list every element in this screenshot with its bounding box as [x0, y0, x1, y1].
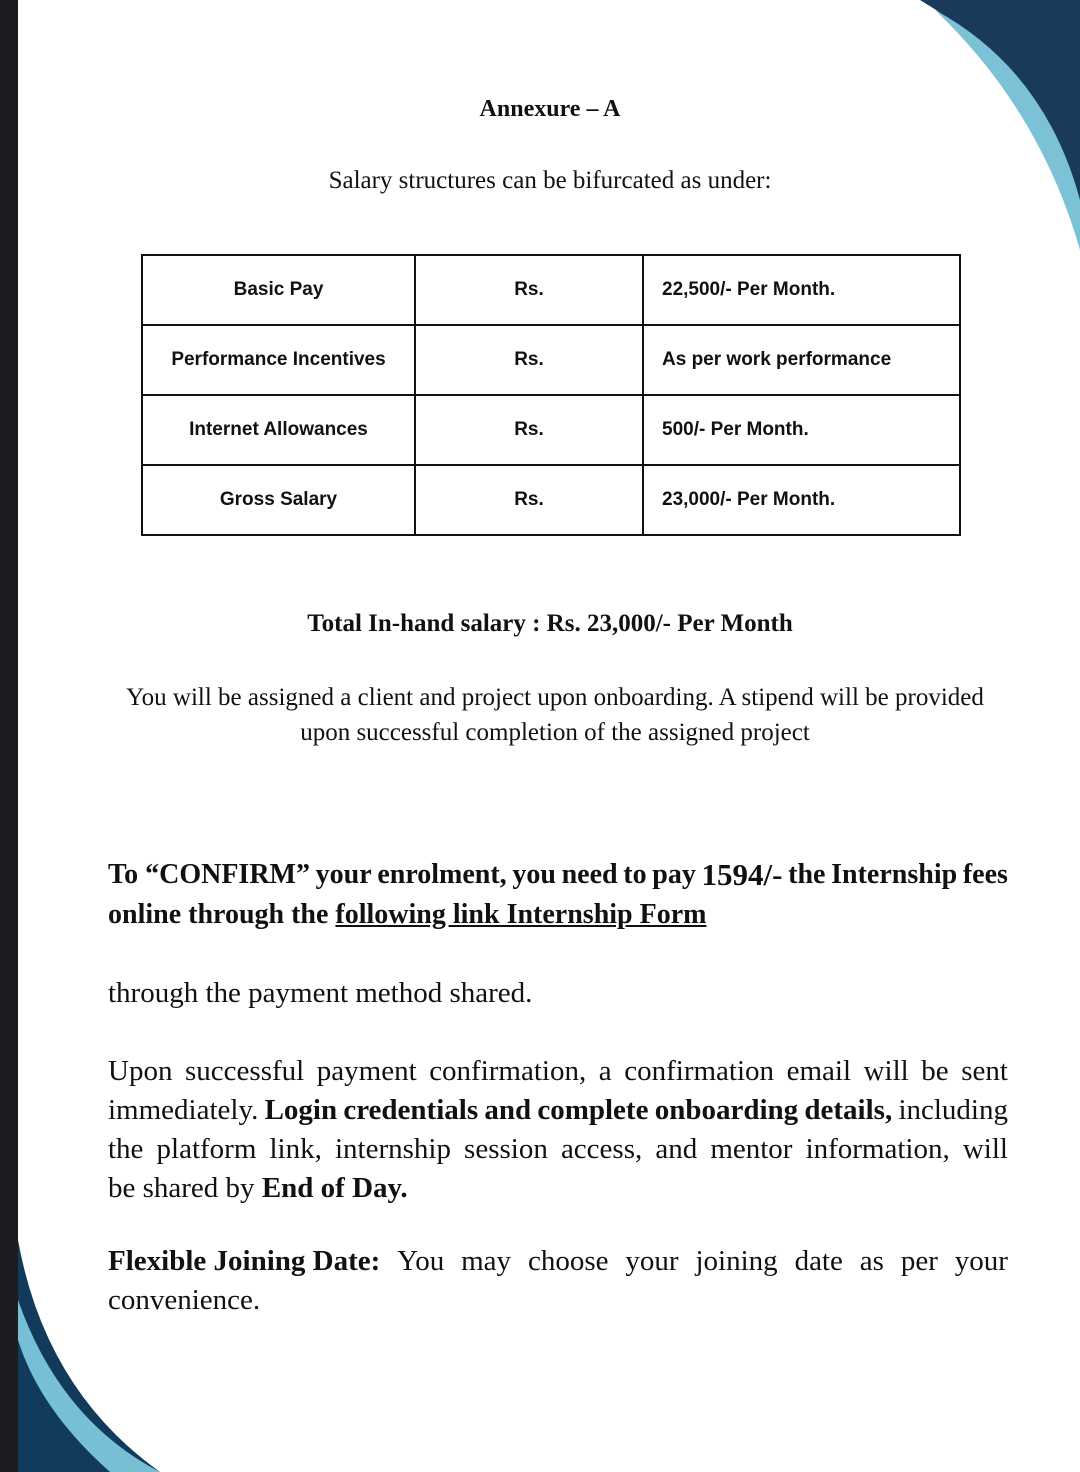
word: may	[461, 1245, 512, 1277]
word: Login	[264, 1094, 338, 1126]
word: your	[315, 859, 372, 890]
word: credentials	[343, 1094, 479, 1126]
salary-currency: Rs.	[415, 325, 643, 395]
word: and	[484, 1094, 532, 1126]
word: convenience.	[108, 1284, 261, 1316]
word: as	[859, 1245, 884, 1277]
confirm-enrolment-text	[108, 855, 1008, 935]
word: immediately.	[108, 1094, 259, 1126]
word: platform	[156, 1133, 257, 1165]
internship-form-link[interactable]: following link Internship Form	[335, 899, 707, 930]
assignment-line: upon successful completion of the assigned project	[300, 719, 810, 746]
payment-confirmation-paragraph	[108, 1052, 1008, 1208]
word: successful	[185, 1055, 305, 1087]
salary-amount: 500/- Per Month.	[643, 395, 960, 465]
word: link,	[269, 1133, 322, 1165]
word: information,	[805, 1133, 950, 1165]
confirm-line	[108, 855, 1008, 895]
paragraph-line	[108, 1242, 1008, 1281]
salary-component: Internet Allowances	[142, 395, 415, 465]
table-row	[142, 465, 960, 535]
assignment-note	[60, 680, 1050, 750]
word: date	[794, 1245, 843, 1277]
table-row	[142, 255, 960, 325]
word: details,	[804, 1094, 893, 1126]
flexible-joining-paragraph	[108, 1242, 1008, 1320]
word: pay	[652, 859, 696, 890]
paragraph-line	[108, 1130, 1008, 1169]
word: You	[397, 1245, 445, 1277]
paragraph-line	[108, 1091, 1008, 1130]
word: onboarding	[654, 1094, 799, 1126]
paragraph-line	[108, 1169, 1008, 1208]
word: To “CONFIRM”	[108, 859, 310, 890]
word: internship	[334, 1133, 451, 1165]
word: to	[623, 859, 647, 890]
word: email	[786, 1055, 852, 1087]
annexure-title: Annexure – A	[479, 96, 621, 122]
table-row	[142, 395, 960, 465]
word: will	[962, 1133, 1008, 1165]
assignment-line: You will be assigned a client and project upon onboarding. A stipend will be provided	[126, 684, 984, 711]
confirm-line-prefix: online through the	[108, 899, 329, 930]
word: confirmation	[624, 1055, 775, 1087]
word: joining	[695, 1245, 778, 1277]
word: payment	[316, 1055, 417, 1087]
salary-amount: As per work performance	[643, 325, 960, 395]
word: be	[921, 1055, 949, 1087]
word: your	[954, 1245, 1008, 1277]
word: Upon	[108, 1055, 173, 1087]
word: the	[108, 1133, 144, 1165]
salary-currency: Rs.	[415, 395, 643, 465]
word: a	[598, 1055, 612, 1087]
salary-currency: Rs.	[415, 465, 643, 535]
word: sent	[961, 1055, 1008, 1087]
word: you	[512, 859, 556, 890]
confirm-line	[108, 895, 1008, 935]
word: Internship	[831, 859, 958, 890]
word: session	[464, 1133, 548, 1165]
annexure-subtitle: Salary structures can be bifurcated as under:	[328, 167, 772, 194]
salary-component: Performance Incentives	[142, 325, 415, 395]
end-of-day-text: End of Day.	[261, 1172, 408, 1204]
word: your	[625, 1245, 679, 1277]
word: including	[898, 1094, 1008, 1126]
word: be shared by	[108, 1172, 255, 1204]
word: per	[900, 1245, 938, 1277]
word: confirmation,	[429, 1055, 587, 1087]
word: the	[788, 859, 826, 890]
total-in-hand-salary: Total In-hand salary : Rs. 23,000/- Per Month	[307, 610, 793, 637]
word: fees	[962, 859, 1008, 890]
salary-component: Gross Salary	[142, 465, 415, 535]
word: will	[863, 1055, 909, 1087]
word: mentor	[710, 1133, 793, 1165]
word: choose	[527, 1245, 609, 1277]
salary-component: Basic Pay	[142, 255, 415, 325]
word: access,	[560, 1133, 643, 1165]
salary-structure-table	[141, 254, 961, 536]
payment-method-text: through the payment method shared.	[108, 977, 533, 1009]
fee-amount: 1594/-	[701, 857, 783, 892]
word: need	[561, 859, 618, 890]
salary-amount: 22,500/- Per Month.	[643, 255, 960, 325]
word: and	[655, 1133, 698, 1165]
salary-currency: Rs.	[415, 255, 643, 325]
paragraph-line	[108, 1281, 1008, 1320]
word: enrolment,	[377, 859, 507, 890]
word: complete	[537, 1094, 649, 1126]
paragraph-line	[108, 1052, 1008, 1091]
flexible-joining-label: Flexible Joining Date:	[108, 1245, 381, 1277]
table-row	[142, 325, 960, 395]
salary-amount: 23,000/- Per Month.	[643, 465, 960, 535]
